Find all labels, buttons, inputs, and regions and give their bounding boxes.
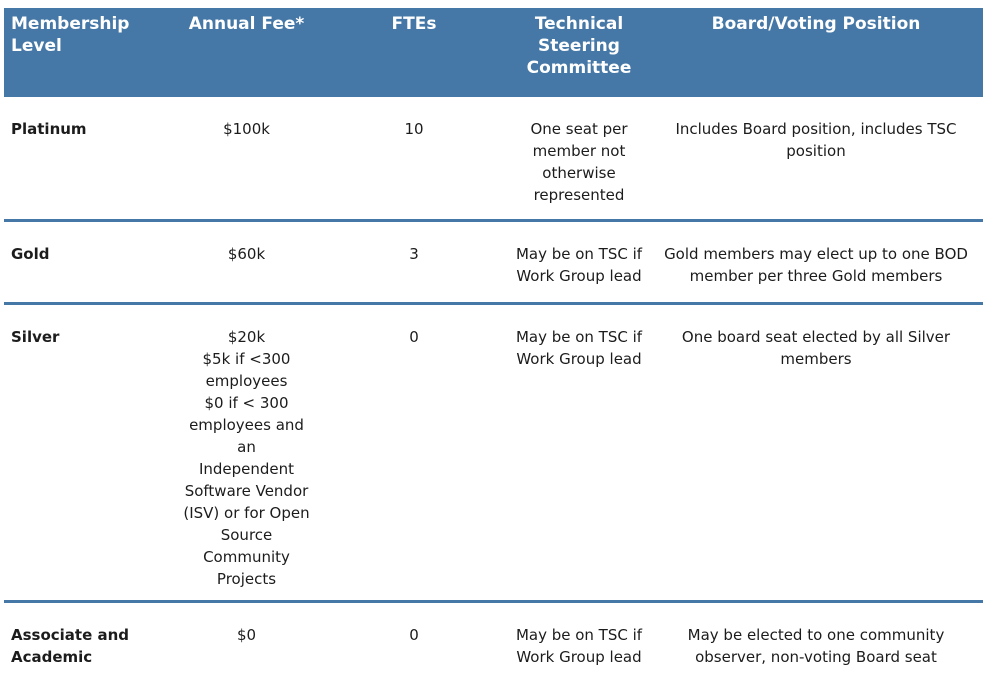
platinum-level-cell: Platinum [11,120,87,138]
platinum-board-cell: Includes Board position, includes TSC position [675,120,957,160]
membership-levels-table [4,8,983,686]
gold-ftes-cell: 3 [409,245,419,263]
table-row-platinum [4,97,983,219]
associate-level-cell: Associate and Academic [11,626,130,666]
header-ftes: FTEs [391,14,437,34]
gold-tsc-cell: May be on TSC if Work Group lead [515,245,643,285]
table-header-row [4,8,983,97]
associate-ftes-cell: 0 [409,626,419,644]
silver-tsc-cell: May be on TSC if Work Group lead [515,328,643,368]
silver-level-cell: Silver [11,328,60,346]
associate-board-cell: May be elected to one community observer, non-voting Board seat [687,626,945,666]
silver-board-cell: One board seat elected by all Silver members [681,328,951,368]
silver-ftes-cell: 0 [409,328,419,346]
gold-level-cell: Gold [11,245,50,263]
platinum-fee-cell: $100k [223,120,270,138]
table-row-associate-academic [4,600,983,686]
silver-fee-cell: $20k $5k if <300 employees $0 if < 300 employees and an Independent Software Vendor (ISV) or for Open Source Community Projects [183,328,310,588]
table-row-gold [4,219,983,302]
associate-tsc-cell: May be on TSC if Work Group lead [515,626,643,666]
gold-board-cell: Gold members may elect up to one BOD member per three Gold members [664,245,968,285]
platinum-ftes-cell: 10 [404,120,424,138]
associate-fee-cell: $0 [236,626,257,644]
header-annual-fee: Annual Fee* [188,14,305,34]
table-row-silver [4,302,983,600]
gold-fee-cell: $60k [227,245,266,263]
platinum-tsc-cell: One seat per member not otherwise represented [530,120,628,204]
header-board-voting-position: Board/Voting Position [711,14,921,34]
header-membership-level: Membership Level [11,14,130,56]
header-technical-steering-committee: Technical Steering Committee [526,14,632,78]
